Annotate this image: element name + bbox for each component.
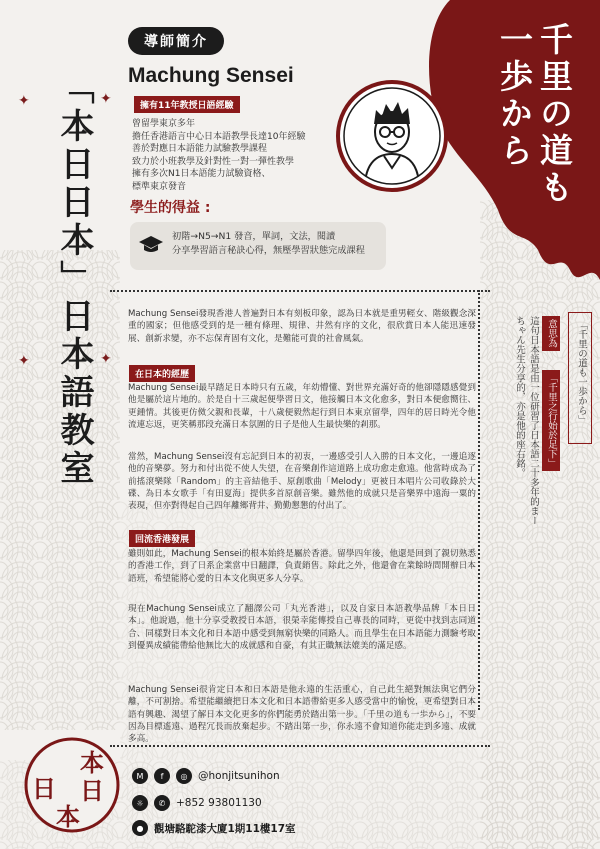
- bio-line: 致力於小班教學及針對性一對一彈性教學: [132, 156, 295, 167]
- hongkong-paragraph-1: 雖則如此，Machung Sensei的根本始終是屬於香港。留學四年後，他還是回到了親切熟悉的香港工作，到了日系企業當中日翻譯，負責銷售。除此之外，他還會在業餘時間開辦日本語班，希望能將心愛的日本文化與更多人分享。: [128, 549, 476, 584]
- honjitsu-nihon-logo: [22, 735, 122, 835]
- instagram-icon[interactable]: ◎: [176, 768, 192, 784]
- whatsapp-icon[interactable]: ✆: [154, 795, 170, 811]
- slogan-col2: 一歩から: [495, 22, 534, 170]
- divider-top: [110, 290, 490, 292]
- address-row: [132, 820, 296, 836]
- bio-list: [132, 118, 305, 193]
- bio-line: 曾留學東京多年: [132, 119, 196, 129]
- gain-line-1: 初階→N5→N1 發音，單詞，文法，閱讀: [172, 231, 336, 242]
- section-tag-hongkong: 回流香港發展: [129, 530, 195, 547]
- bio-line: 善於對應日本語能力試驗教學課程: [132, 144, 268, 154]
- side-meaning: 「千里之行始於足下」: [542, 370, 560, 471]
- phone-number[interactable]: +852 93801130: [176, 797, 262, 809]
- signal-icon[interactable]: ☼: [132, 795, 148, 811]
- side-note-text: 這句日本語是由一位研習了日本語二十多年的まーちゃん先生分享的，亦是他的座右銘。: [514, 316, 539, 525]
- hongkong-paragraph-2: 現在Machung Sensei成立了翻譯公司「丸光香港」，以及自家日本語教學品牌「本日日本」。他說過，他十分享受教授日本語，很榮幸能傳授自己專長的同時，更從中找到志同道合、同樣對日本文化和日本語中感受到無窮快樂的同路人。而且學生在日本語能力測驗考取到優異成績能帶給他無比大的成就感和自豪，有其正職無法媲美的滿足感。: [128, 604, 476, 651]
- diamond-decoration-left: ✦ ✦: [18, 93, 30, 369]
- divider-vertical: [478, 290, 480, 710]
- phone-row: [132, 795, 262, 811]
- divider-bottom: [110, 745, 490, 747]
- student-gain-title: 學生的得益 :: [130, 200, 211, 216]
- logo-char-4: 本: [56, 802, 80, 831]
- facebook-icon[interactable]: f: [154, 768, 170, 784]
- student-gain-box: [130, 222, 386, 270]
- section-label: 導師簡介: [128, 27, 224, 55]
- side-quote: 「千里の道も一歩から」: [576, 320, 587, 425]
- social-handle[interactable]: @honjitsunihon: [198, 770, 280, 782]
- bio-line: 標準東京發音: [132, 181, 187, 192]
- location-pin-icon: ●: [132, 820, 148, 836]
- bio-line: 擁有多次N1日本語能力試驗資格、: [132, 169, 271, 179]
- teacher-name: Machung Sensei: [128, 64, 294, 87]
- social-row: [132, 768, 280, 784]
- teacher-avatar-illustration: [336, 80, 448, 192]
- address: 觀塘駱駝漆大廈1期11樓17室: [154, 822, 296, 835]
- logo-char-3: 日: [80, 776, 104, 805]
- japan-paragraph-2: 當然，Machung Sensei沒有忘記到日本的初衷，一邊感受引人入勝的日本文化，一邊追逐他的音樂夢。努力和付出從不使人失望，在音樂創作這道路上成功愈走愈遠。他當時成為了前搖滾樂隊「Random」的主音結他手、原創歌曲「Melody」更被日本唱片公司收錄於大碟、為日本女歌手「有田夏海」提供多首原創音樂。雖然他的成就只是音樂界中遠海一粟的表現，但亦對得起自己四年離鄉背井、勤勤懇懇的付出了。: [128, 452, 476, 512]
- logo-char-1: 本: [80, 748, 104, 777]
- mewe-icon[interactable]: M: [132, 768, 148, 784]
- japan-paragraph-1: Machung Sensei最早踏足日本時只有五歲，年幼懵懂、對世界充滿好奇的他卻隱隱感覺到他是屬於這片地的。於是自十三歲起便學習日文，他接觸日本文化愈多，對日本便愈嚮往、更鍾情。其後更仿傚父親和長輩，十八歲便毅然起行到日本東京留學，四年的居日時光令他流連忘返，更笑稱那段充滿日本氛圍的日子是他人生最快樂的剎那。: [128, 383, 476, 430]
- slogan-col1: 千里の道も: [535, 22, 574, 207]
- diamond-decoration-right: ✦ ✦: [100, 91, 112, 367]
- school-name: 「本日日本」日本語教室: [54, 70, 94, 488]
- logo-char-2: 日: [32, 774, 56, 803]
- intro-paragraph: Machung Sensei發現香港人普遍對日本有刻板印象，認為日本就是重男輕女、階級觀念深重的國家；但他感受到的是一種有條理、規律、井然有序的文化，很欣賞日本人能迅速發展、創新求變，亦不忘保育固有文化，是難能可貴的社會風氣。: [128, 309, 476, 344]
- section-tag-japan: 在日本的經歷: [129, 365, 195, 382]
- gain-line-2: 分享學習語言秘訣心得，無壓學習狀態完成課程: [172, 245, 365, 256]
- bio-line: 擔任香港語言中心日本語教學長達10年經驗: [132, 131, 306, 142]
- graduation-cap-icon: [138, 234, 164, 254]
- side-meaning-tag: 意思為: [542, 316, 560, 351]
- experience-tag: 擁有11年教授日語經驗: [134, 96, 240, 113]
- closing-paragraph: Machung Sensei很肯定日本和日本語是他永遠的生活重心，自己此生絕對無法與它們分離，不可割捨。希望能繼續把日本文化和日本語帶給更多人感受當中的愉悅，更希望對日本語有興趣、渴望了解日本文化更多的你們能勇於踏出第一步。「千里の道も一歩から」，不要因為目標遙遠、過程冗長而放棄起步。不踏出第一步，你永遠不會知道你能走到多遠、成就多高。: [128, 685, 476, 745]
